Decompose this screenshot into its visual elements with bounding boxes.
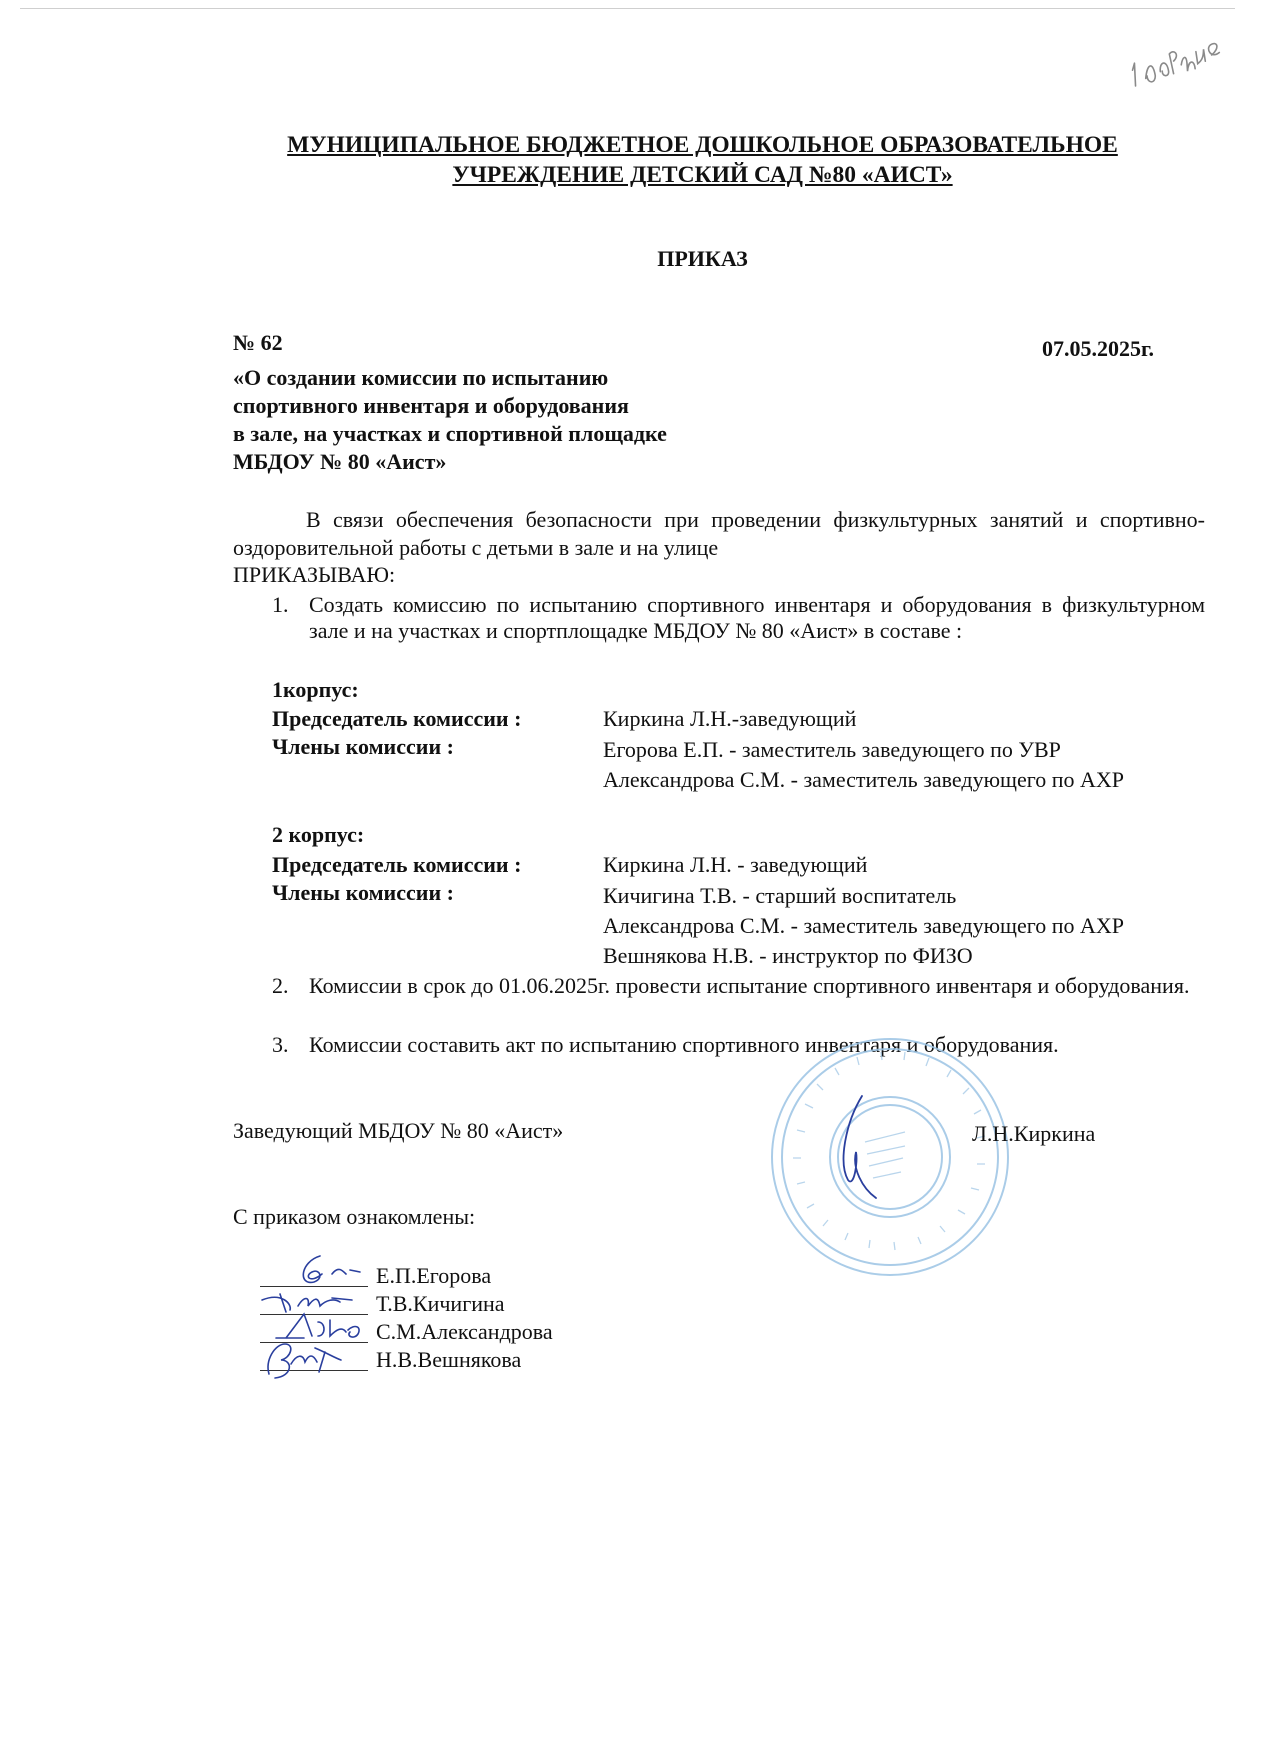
corps-1-chair: Киркина Л.Н.-заведующий bbox=[603, 706, 857, 731]
acknowledged-name: Н.В.Вешнякова bbox=[376, 1347, 522, 1372]
item-number: 3. bbox=[272, 1032, 289, 1057]
order-subject bbox=[233, 364, 833, 476]
document-type-title: ПРИКАЗ bbox=[657, 246, 748, 271]
subject-line: «О создании комиссии по испытанию bbox=[233, 365, 609, 390]
corps-1-members-label: Члены комиссии : bbox=[272, 734, 454, 759]
signatory-name: Л.Н.Киркина bbox=[972, 1121, 1096, 1146]
corps-2-members-label: Члены комиссии : bbox=[272, 880, 454, 905]
corps-2-chair: Киркина Л.Н. - заведующий bbox=[603, 852, 868, 877]
acknowledged-name: Е.П.Егорова bbox=[376, 1263, 492, 1288]
corps-2-member: Александрова С.М. - заместитель заведующего по АХР bbox=[603, 913, 1124, 938]
corps-1-member: Александрова С.М. - заместитель заведующего по АХР bbox=[603, 767, 1124, 792]
item-text: Комиссии составить акт по испытанию спортивного инвентаря и оборудования. bbox=[309, 1032, 1059, 1057]
organization-name-line-2: УЧРЕЖДЕНИЕ ДЕТСКИЙ САД №80 «АИСТ» bbox=[452, 162, 953, 188]
signatory-position: Заведующий МБДОУ № 80 «Аист» bbox=[233, 1118, 564, 1143]
order-date: 07.05.2025г. bbox=[1042, 336, 1155, 361]
signature-egorova bbox=[290, 1252, 370, 1291]
organization-name-line-1: МУНИЦИПАЛЬНОЕ БЮДЖЕТНОЕ ДОШКОЛЬНОЕ ОБРАЗОВАТЕЛЬНОЕ bbox=[287, 132, 1118, 158]
preamble-paragraph: В связи обеспечения безопасности при проведении физкультурных занятий и спортивно-оздоровительной работы с детьми в зале и на улице bbox=[233, 507, 1205, 560]
item-text: Создать комиссию по испытанию спортивного инвентаря и оборудования в физкультурном зале и на участках и спортплощадке МБДОУ № 80 «Аист» в составе : bbox=[309, 592, 1205, 643]
handwritten-corner-note bbox=[1125, 26, 1242, 97]
director-signature bbox=[832, 1092, 882, 1207]
corps-1-member: Егорова Е.П. - заместитель заведующего по УВР bbox=[603, 737, 1061, 762]
acknowledgement-title: С приказом ознакомлены: bbox=[233, 1204, 476, 1229]
organization-name bbox=[230, 130, 1175, 190]
corps-1-chair-label: Председатель комиссии : bbox=[272, 706, 522, 731]
scan-edge-line bbox=[20, 8, 1235, 9]
corps-2-title: 2 корпус: bbox=[272, 822, 365, 847]
subject-line: в зале, на участках и спортивной площадке bbox=[233, 421, 667, 446]
official-stamp-seal bbox=[765, 1032, 1015, 1282]
corps-2-member: Вешнякова Н.В. - инструктор по ФИЗО bbox=[603, 943, 973, 968]
corps-1-title: 1корпус: bbox=[272, 677, 359, 702]
item-number: 2. bbox=[272, 973, 289, 998]
order-number: № 62 bbox=[233, 330, 283, 355]
subject-line: МБДОУ № 80 «Аист» bbox=[233, 449, 447, 474]
item-number: 1. bbox=[272, 592, 289, 617]
signature-veshnyakova bbox=[255, 1338, 365, 1385]
corps-2-member: Кичигина Т.В. - старший воспитатель bbox=[603, 883, 957, 908]
acknowledged-name: С.М.Александрова bbox=[376, 1319, 553, 1344]
subject-line: спортивного инвентаря и оборудования bbox=[233, 393, 629, 418]
corps-2-chair-label: Председатель комиссии : bbox=[272, 852, 522, 877]
item-text: Комиссии в срок до 01.06.2025г. провести испытание спортивного инвентаря и оборудования. bbox=[309, 973, 1190, 998]
acknowledged-name: Т.В.Кичигина bbox=[376, 1291, 505, 1316]
order-word: ПРИКАЗЫВАЮ: bbox=[233, 562, 396, 587]
